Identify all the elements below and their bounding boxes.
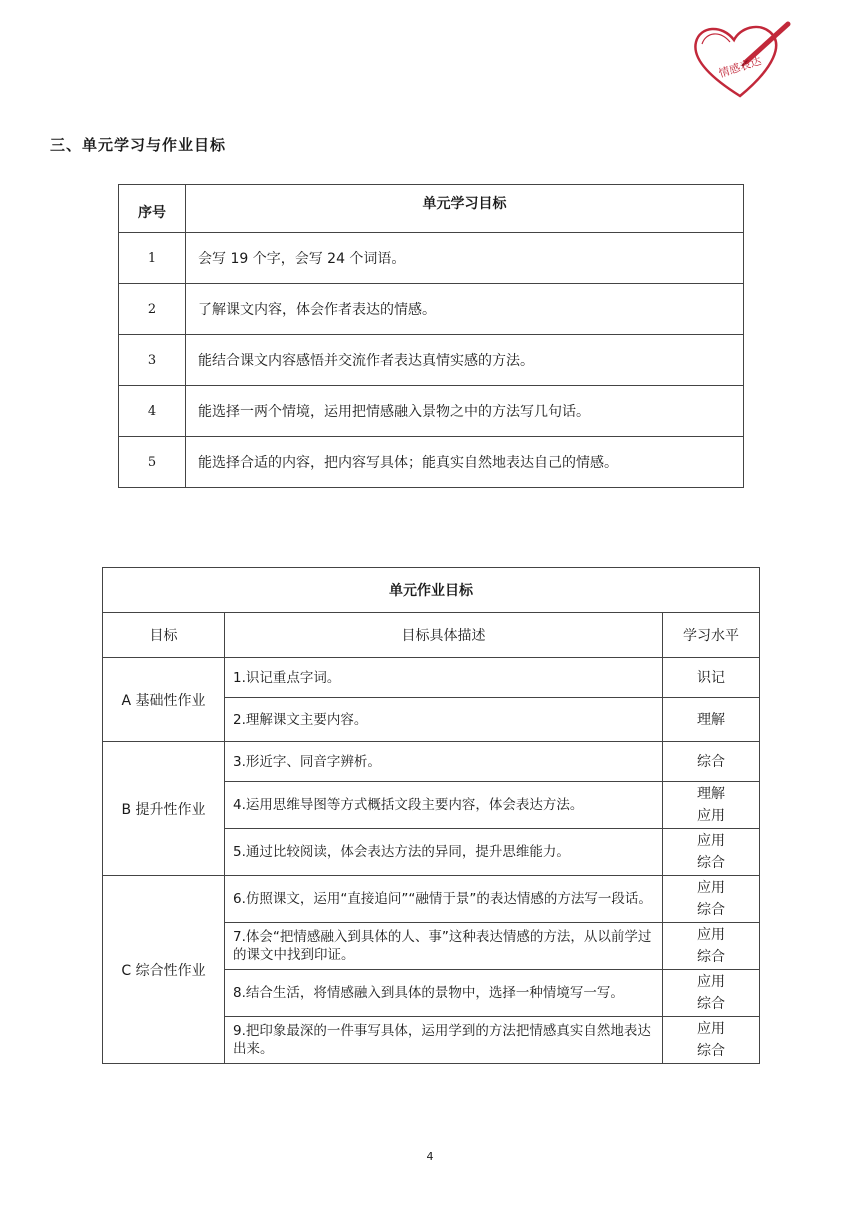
table-row	[119, 437, 744, 488]
table-row	[119, 386, 744, 437]
table-title: 单元作业目标	[103, 568, 760, 613]
level-text: 综合	[697, 855, 725, 871]
row-number: 5	[119, 437, 186, 488]
row-level	[663, 876, 760, 923]
table-row	[119, 284, 744, 335]
row-desc: 3.形近字、同音字辨析。	[225, 742, 663, 782]
level-text: 应用	[697, 833, 725, 849]
level-text: 综合	[697, 1043, 725, 1059]
row-number: 1	[119, 233, 186, 284]
row-desc: 7.体会“把情感融入到具体的人、事”这种表达情感的方法，从以前学过的课文中找到印证。	[225, 923, 663, 970]
column-header-level: 学习水平	[663, 613, 760, 658]
row-text: 了解课文内容，体会作者表达的情感。	[186, 284, 744, 335]
group-label: C 综合性作业	[103, 876, 225, 1064]
row-level	[663, 742, 760, 782]
column-header-desc: 目标具体描述	[225, 613, 663, 658]
table-row	[119, 233, 744, 284]
table-row	[119, 335, 744, 386]
level-text: 综合	[697, 902, 725, 918]
row-number: 4	[119, 386, 186, 437]
row-text: 能选择合适的内容，把内容写具体；能真实自然地表达自己的情感。	[186, 437, 744, 488]
column-header-target: 目标	[103, 613, 225, 658]
level-text: 应用	[697, 880, 725, 896]
row-level	[663, 782, 760, 829]
homework-goals-table	[102, 567, 760, 1064]
table-row	[103, 876, 760, 923]
level-text: 综合	[697, 996, 725, 1012]
level-text: 综合	[697, 949, 725, 965]
page-number: 4	[426, 1150, 434, 1163]
row-desc: 6.仿照课文，运用“直接追问”“融情于景”的表达情感的方法写一段话。	[225, 876, 663, 923]
row-desc: 1.识记重点字词。	[225, 658, 663, 698]
row-number: 2	[119, 284, 186, 335]
table-row	[103, 658, 760, 698]
row-level	[663, 923, 760, 970]
row-level	[663, 698, 760, 742]
group-label: B 提升性作业	[103, 742, 225, 876]
section-heading: 三、单元学习与作业目标	[50, 136, 227, 154]
table-header-row	[103, 613, 760, 658]
row-text: 能选择一两个情境，运用把情感融入景物之中的方法写几句话。	[186, 386, 744, 437]
level-text: 理解	[697, 786, 725, 802]
table-header-row	[119, 185, 744, 233]
learning-goals-table	[118, 184, 744, 488]
level-text: 应用	[697, 927, 725, 943]
table-title-row	[103, 568, 760, 613]
group-label: A 基础性作业	[103, 658, 225, 742]
level-text: 综合	[697, 753, 725, 770]
row-text: 会写 19 个字，会写 24 个词语。	[186, 233, 744, 284]
level-text: 理解	[697, 711, 725, 728]
row-desc: 8.结合生活，将情感融入到具体的景物中，选择一种情境写一写。	[225, 970, 663, 1017]
level-text: 应用	[697, 808, 725, 824]
row-level	[663, 829, 760, 876]
level-text: 识记	[697, 669, 725, 686]
row-level	[663, 1017, 760, 1064]
row-level	[663, 658, 760, 698]
column-header-seq: 序号	[119, 185, 186, 233]
table-row	[103, 742, 760, 782]
level-text: 应用	[697, 974, 725, 990]
column-header-goal: 单元学习目标	[186, 185, 744, 233]
row-desc: 2.理解课文主要内容。	[225, 698, 663, 742]
row-level	[663, 970, 760, 1017]
heart-pen-logo	[688, 18, 792, 104]
row-number: 3	[119, 335, 186, 386]
level-text: 应用	[697, 1021, 725, 1037]
row-text: 能结合课文内容感悟并交流作者表达真情实感的方法。	[186, 335, 744, 386]
row-desc: 9.把印象最深的一件事写具体，运用学到的方法把情感真实自然地表达出来。	[225, 1017, 663, 1064]
svg-text:情感表达: 情感表达	[717, 54, 763, 81]
row-desc: 5.通过比较阅读，体会表达方法的异同，提升思维能力。	[225, 829, 663, 876]
row-desc: 4.运用思维导图等方式概括文段主要内容，体会表达方法。	[225, 782, 663, 829]
